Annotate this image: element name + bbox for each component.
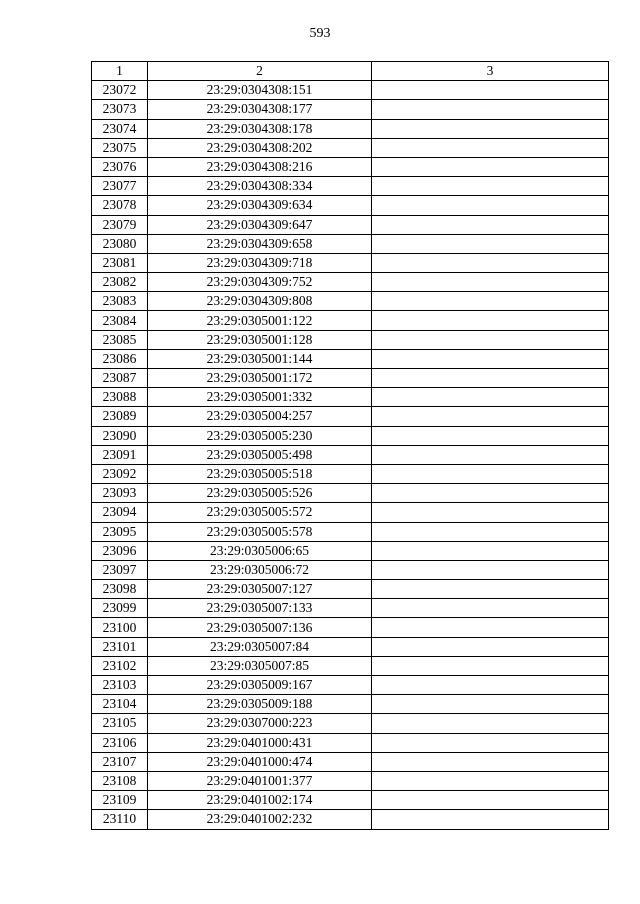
notes-cell [372, 560, 609, 579]
notes-cell [372, 522, 609, 541]
cadastral-number-cell: 23:29:0305006:65 [148, 541, 372, 560]
column-header-3: 3 [372, 62, 609, 81]
row-number-cell: 23092 [92, 464, 148, 483]
cadastral-number-cell: 23:29:0304308:177 [148, 100, 372, 119]
row-number-cell: 23080 [92, 234, 148, 253]
notes-cell [372, 273, 609, 292]
table-row [92, 445, 609, 464]
table-row [92, 349, 609, 368]
row-number-cell: 23087 [92, 369, 148, 388]
table-row [92, 676, 609, 695]
cadastral-number-cell: 23:29:0305001:122 [148, 311, 372, 330]
notes-cell [372, 196, 609, 215]
notes-cell [372, 484, 609, 503]
table-row [92, 752, 609, 771]
table-row [92, 81, 609, 100]
table-row [92, 407, 609, 426]
notes-cell [372, 234, 609, 253]
table-row [92, 234, 609, 253]
table-header-row [92, 62, 609, 81]
row-number-cell: 23076 [92, 157, 148, 176]
table-row [92, 273, 609, 292]
notes-cell [372, 695, 609, 714]
table-row [92, 311, 609, 330]
cadastral-number-cell: 23:29:0305001:128 [148, 330, 372, 349]
cadastral-number-cell: 23:29:0304308:178 [148, 119, 372, 138]
table-row [92, 369, 609, 388]
row-number-cell: 23094 [92, 503, 148, 522]
table-body [92, 81, 609, 829]
cadastral-number-cell: 23:29:0304308:334 [148, 177, 372, 196]
notes-cell [372, 752, 609, 771]
row-number-cell: 23083 [92, 292, 148, 311]
cadastral-number-cell: 23:29:0305009:167 [148, 676, 372, 695]
notes-cell [372, 426, 609, 445]
row-number-cell: 23073 [92, 100, 148, 119]
column-header-2: 2 [148, 62, 372, 81]
page-number: 593 [309, 26, 331, 41]
notes-cell [372, 349, 609, 368]
table-row [92, 464, 609, 483]
cadastral-number-cell: 23:29:0401002:174 [148, 791, 372, 810]
notes-cell [372, 618, 609, 637]
notes-cell [372, 311, 609, 330]
row-number-cell: 23109 [92, 791, 148, 810]
cadastral-number-cell: 23:29:0305007:84 [148, 637, 372, 656]
cadastral-number-cell: 23:29:0305004:257 [148, 407, 372, 426]
row-number-cell: 23103 [92, 676, 148, 695]
table-row [92, 138, 609, 157]
cadastral-number-cell: 23:29:0305007:136 [148, 618, 372, 637]
row-number-cell: 23090 [92, 426, 148, 445]
cadastral-number-cell: 23:29:0305005:518 [148, 464, 372, 483]
cadastral-number-cell: 23:29:0305005:578 [148, 522, 372, 541]
notes-cell [372, 407, 609, 426]
row-number-cell: 23088 [92, 388, 148, 407]
row-number-cell: 23089 [92, 407, 148, 426]
cadastral-number-cell: 23:29:0304309:634 [148, 196, 372, 215]
row-number-cell: 23095 [92, 522, 148, 541]
table-row [92, 157, 609, 176]
notes-cell [372, 388, 609, 407]
notes-cell [372, 330, 609, 349]
notes-cell [372, 292, 609, 311]
cadastral-number-cell: 23:29:0304309:808 [148, 292, 372, 311]
row-number-cell: 23093 [92, 484, 148, 503]
row-number-cell: 23104 [92, 695, 148, 714]
row-number-cell: 23099 [92, 599, 148, 618]
table-row [92, 388, 609, 407]
cadastral-number-cell: 23:29:0304309:647 [148, 215, 372, 234]
row-number-cell: 23096 [92, 541, 148, 560]
notes-cell [372, 369, 609, 388]
cadastral-number-cell: 23:29:0304308:216 [148, 157, 372, 176]
table-row [92, 618, 609, 637]
row-number-cell: 23098 [92, 580, 148, 599]
table-row [92, 599, 609, 618]
row-number-cell: 23097 [92, 560, 148, 579]
cadastral-number-cell: 23:29:0304309:752 [148, 273, 372, 292]
notes-cell [372, 656, 609, 675]
table-row [92, 196, 609, 215]
notes-cell [372, 177, 609, 196]
row-number-cell: 23105 [92, 714, 148, 733]
notes-cell [372, 637, 609, 656]
table-row [92, 215, 609, 234]
notes-cell [372, 503, 609, 522]
cadastral-number-cell: 23:29:0304308:151 [148, 81, 372, 100]
cadastral-number-cell: 23:29:0305009:188 [148, 695, 372, 714]
table-row [92, 560, 609, 579]
cadastral-number-cell: 23:29:0401002:232 [148, 810, 372, 829]
notes-cell [372, 81, 609, 100]
notes-cell [372, 733, 609, 752]
row-number-cell: 23082 [92, 273, 148, 292]
notes-cell [372, 541, 609, 560]
cadastral-number-cell: 23:29:0305007:133 [148, 599, 372, 618]
table-row [92, 695, 609, 714]
cadastral-number-cell: 23:29:0305006:72 [148, 560, 372, 579]
notes-cell [372, 119, 609, 138]
table-row [92, 791, 609, 810]
notes-cell [372, 810, 609, 829]
table-row [92, 100, 609, 119]
notes-cell [372, 215, 609, 234]
table-row [92, 580, 609, 599]
row-number-cell: 23086 [92, 349, 148, 368]
cadastral-number-cell: 23:29:0305001:332 [148, 388, 372, 407]
table-row [92, 522, 609, 541]
cadastral-number-cell: 23:29:0401000:474 [148, 752, 372, 771]
cadastral-number-cell: 23:29:0305001:172 [148, 369, 372, 388]
table-row [92, 503, 609, 522]
notes-cell [372, 771, 609, 790]
row-number-cell: 23085 [92, 330, 148, 349]
row-number-cell: 23072 [92, 81, 148, 100]
cadastral-number-cell: 23:29:0401000:431 [148, 733, 372, 752]
cadastral-number-cell: 23:29:0305007:127 [148, 580, 372, 599]
row-number-cell: 23107 [92, 752, 148, 771]
cadastral-number-cell: 23:29:0304308:202 [148, 138, 372, 157]
notes-cell [372, 445, 609, 464]
cadastral-number-cell: 23:29:0401001:377 [148, 771, 372, 790]
cadastral-number-cell: 23:29:0304309:658 [148, 234, 372, 253]
cadastral-number-cell: 23:29:0305005:498 [148, 445, 372, 464]
notes-cell [372, 138, 609, 157]
table-row [92, 714, 609, 733]
notes-cell [372, 580, 609, 599]
table-row [92, 541, 609, 560]
table-row [92, 484, 609, 503]
table-row [92, 733, 609, 752]
row-number-cell: 23077 [92, 177, 148, 196]
notes-cell [372, 676, 609, 695]
cadastral-number-cell: 23:29:0305005:526 [148, 484, 372, 503]
notes-cell [372, 791, 609, 810]
row-number-cell: 23079 [92, 215, 148, 234]
row-number-cell: 23081 [92, 253, 148, 272]
table-row [92, 119, 609, 138]
row-number-cell: 23091 [92, 445, 148, 464]
row-number-cell: 23078 [92, 196, 148, 215]
notes-cell [372, 100, 609, 119]
notes-cell [372, 253, 609, 272]
table-row [92, 253, 609, 272]
row-number-cell: 23100 [92, 618, 148, 637]
table-row [92, 426, 609, 445]
table-row [92, 637, 609, 656]
cadastral-number-cell: 23:29:0305001:144 [148, 349, 372, 368]
notes-cell [372, 599, 609, 618]
cadastral-number-cell: 23:29:0304309:718 [148, 253, 372, 272]
registry-table [91, 61, 609, 830]
table-row [92, 656, 609, 675]
notes-cell [372, 157, 609, 176]
row-number-cell: 23075 [92, 138, 148, 157]
cadastral-number-cell: 23:29:0305007:85 [148, 656, 372, 675]
table-row [92, 771, 609, 790]
table-row [92, 292, 609, 311]
notes-cell [372, 464, 609, 483]
cadastral-number-cell: 23:29:0307000:223 [148, 714, 372, 733]
cadastral-number-cell: 23:29:0305005:572 [148, 503, 372, 522]
row-number-cell: 23106 [92, 733, 148, 752]
table-row [92, 330, 609, 349]
row-number-cell: 23101 [92, 637, 148, 656]
row-number-cell: 23110 [92, 810, 148, 829]
row-number-cell: 23102 [92, 656, 148, 675]
table-row [92, 810, 609, 829]
row-number-cell: 23084 [92, 311, 148, 330]
notes-cell [372, 714, 609, 733]
cadastral-number-cell: 23:29:0305005:230 [148, 426, 372, 445]
row-number-cell: 23108 [92, 771, 148, 790]
table-row [92, 177, 609, 196]
column-header-1: 1 [92, 62, 148, 81]
row-number-cell: 23074 [92, 119, 148, 138]
